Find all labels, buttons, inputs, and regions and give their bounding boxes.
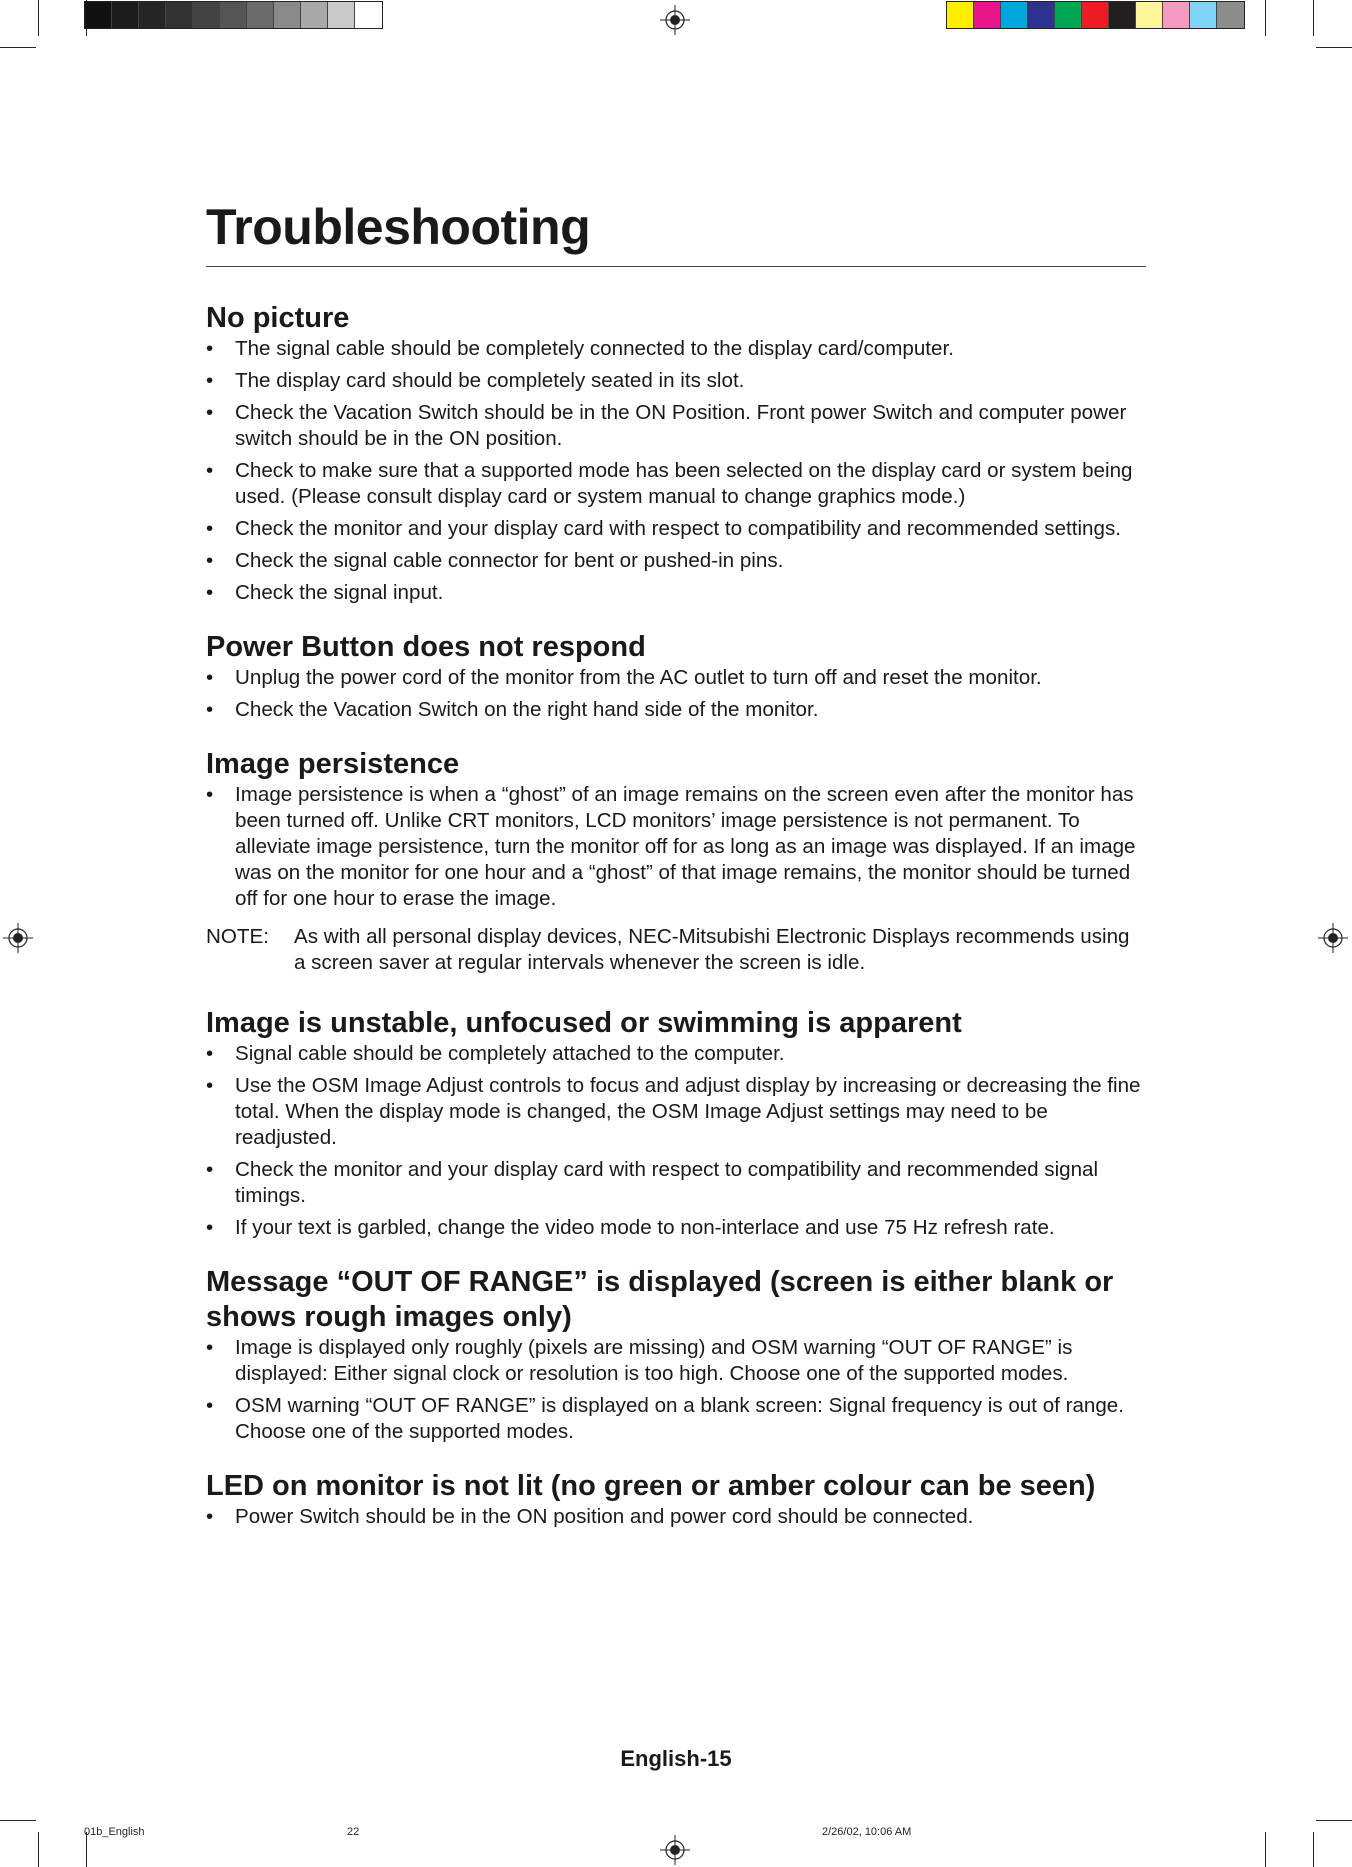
list-item: • Use the OSM Image Adjust controls to focus and adjust display by increasing or decreasing the fine total. When the display mode is changed, the OSM Image Adjust settings may need to be readjusted. [206,1074,1141,1149]
crop-mark [1265,1832,1266,1867]
color-swatch [1055,2,1082,28]
crop-mark [0,47,36,48]
bullet-icon: • [206,337,214,360]
list-item: • The display card should be completely seated in its slot. [206,369,745,392]
color-swatch [1109,2,1136,28]
section-heading: LED on monitor is not lit (no green or amber colour can be seen) [206,1470,1096,1502]
list-item: • Image is displayed only roughly (pixels are missing) and OSM warning “OUT OF RANGE” is displayed: Either signal clock or resolution is too high. Choose one of the supported modes. [206,1336,1073,1385]
page-content [206,195,1146,1536]
bullet-icon: • [206,1505,214,1528]
section-no-picture [206,301,1146,606]
slug-filename: 01b_English [84,1826,145,1838]
list-item: • The signal cable should be completely connected to the display card/computer. [206,337,954,360]
bullet-icon: • [206,581,214,604]
list-item: • Check the monitor and your display card with respect to compatibility and recommended signal timings. [206,1158,1099,1207]
color-swatch [1082,2,1109,28]
color-swatch [974,2,1001,28]
bullet-icon: • [206,1394,214,1417]
list-item: • Check the monitor and your display card with respect to compatibility and recommended settings. [206,517,1121,540]
bullet-icon: • [206,1216,214,1239]
crop-mark [38,1832,39,1867]
page-number: English-15 [620,1746,732,1771]
list-item: • Image persistence is when a “ghost” of an image remains on the screen even after the monitor has been turned off. Unlike CRT monitors, LCD monitors’ image persistence is not permanent. To alleviate image persistence, turn the monitor off for as long as an image was displayed. If an image was on the monitor for one hour and a “ghost” of that image remains, the monitor should be turned off for one hour to erase the image. [206,783,1136,910]
bullet-icon: • [206,1158,214,1181]
bullet-list [206,1335,1146,1445]
list-item: • Check to make sure that a supported mode has been selected on the display card or system being used. (Please consult display card or system manual to change graphics mode.) [206,459,1133,508]
color-swatch [1217,2,1244,28]
section-heading: Image persistence [206,748,460,780]
section-image-persistence [206,747,1146,976]
crop-mark [0,1820,36,1821]
section-heading: Power Button does not respond [206,631,646,663]
process-color-bar [946,1,1245,29]
color-swatch [139,2,166,28]
list-item: • Unplug the power cord of the monitor from the AC outlet to turn off and reset the monitor. [206,666,1042,689]
color-swatch [301,2,328,28]
bullet-list [206,1041,1146,1241]
bullet-list [206,782,1146,912]
registration-mark-icon [660,1835,690,1865]
color-swatch [247,2,274,28]
slug-page: 22 [347,1826,360,1838]
color-swatch [166,2,193,28]
color-swatch [1190,2,1217,28]
crop-mark [1313,0,1314,36]
bullet-icon: • [206,1336,214,1359]
note-label: NOTE: [206,925,269,948]
section-power-button [206,630,1146,723]
bullet-icon: • [206,1042,214,1065]
crop-mark [38,0,39,36]
section-led-not-lit [206,1469,1146,1530]
list-item: • Check the signal cable connector for bent or pushed-in pins. [206,549,784,572]
registration-mark-icon [660,5,690,35]
grayscale-color-bar [84,1,383,29]
list-item: • If your text is garbled, change the video mode to non-interlace and use 75 Hz refresh rate. [206,1216,1055,1239]
note-text: As with all personal display devices, NEC-Mitsubishi Electronic Displays recommends using a screen saver at regular intervals whenever the screen is idle. [294,925,1130,974]
color-swatch [193,2,220,28]
list-item: • OSM warning “OUT OF RANGE” is displayed on a blank screen: Signal frequency is out of range. Choose one of the supported modes. [206,1394,1124,1443]
bullet-icon: • [206,666,214,689]
registration-mark-icon [3,923,33,953]
bullet-icon: • [206,1074,214,1097]
registration-mark-icon [1318,923,1348,953]
color-swatch [355,2,382,28]
section-heading: No picture [206,302,350,334]
color-swatch [1136,2,1163,28]
color-swatch [1028,2,1055,28]
color-swatch [112,2,139,28]
bullet-list [206,1504,1146,1530]
page-title: Troubleshooting [206,195,1146,267]
bullet-list [206,665,1146,723]
color-swatch [328,2,355,28]
color-swatch [947,2,974,28]
crop-mark [1265,0,1266,36]
bullet-icon: • [206,698,214,721]
list-item: • Power Switch should be in the ON position and power cord should be connected. [206,1505,974,1528]
bullet-icon: • [206,549,214,572]
bullet-icon: • [206,401,214,424]
section-heading: Image is unstable, unfocused or swimming is apparent [206,1007,962,1039]
color-swatch [85,2,112,28]
color-swatch [220,2,247,28]
note [206,924,1146,976]
color-swatch [1163,2,1190,28]
section-heading: Message “OUT OF RANGE” is displayed (screen is either blank or shows rough images only) [206,1266,1114,1333]
list-item: • Check the Vacation Switch should be in the ON Position. Front power Switch and computer power switch should be in the ON position. [206,401,1127,450]
crop-mark [1313,1832,1314,1867]
section-out-of-range [206,1265,1146,1445]
crop-mark [1316,47,1352,48]
color-swatch [274,2,301,28]
bullet-list [206,336,1146,606]
list-item: • Check the signal input. [206,581,444,604]
section-image-unstable [206,1006,1146,1241]
list-item: • Signal cable should be completely attached to the computer. [206,1042,785,1065]
slug-date: 2/26/02, 10:06 AM [822,1826,912,1838]
bullet-icon: • [206,369,214,392]
bullet-icon: • [206,517,214,540]
color-swatch [1001,2,1028,28]
crop-mark [1316,1820,1352,1821]
bullet-icon: • [206,459,214,482]
bullet-icon: • [206,783,214,806]
list-item: • Check the Vacation Switch on the right hand side of the monitor. [206,698,819,721]
